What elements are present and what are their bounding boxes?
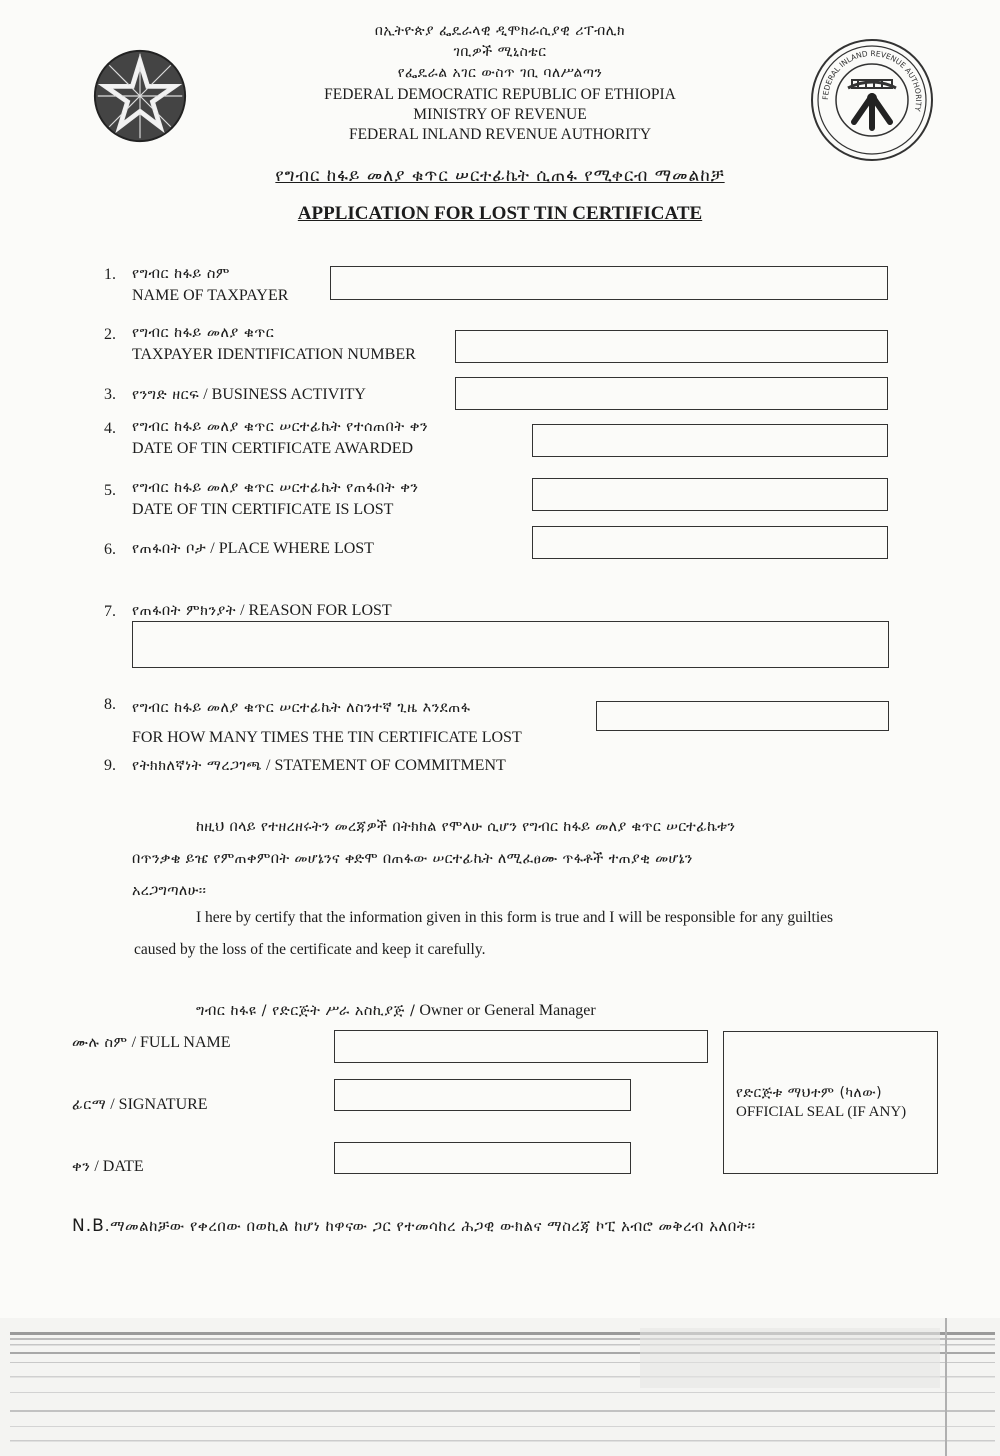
field-8-label-en: FOR HOW MANY TIMES THE TIN CERTIFICATE LOST [132, 729, 522, 746]
signatory-heading-en: Owner or General Manager [419, 1002, 596, 1019]
ethiopia-emblem-icon [92, 48, 188, 144]
full-name-label-en: / FULL NAME [131, 1034, 231, 1051]
field-6-number: 6. [104, 541, 116, 558]
tin-field[interactable] [455, 330, 888, 363]
field-6-label-am: የጠፋበት ቦታ [132, 541, 207, 557]
official-seal-label-am: የድርጅቱ ማህተም (ካለው) [736, 1085, 883, 1101]
field-1-label-am: የግብር ከፋይ ስም [132, 266, 230, 282]
field-4-label-am: የግብር ከፋይ መለያ ቁጥር ሠርተፊኬት የተሰጠበት ቀን [132, 419, 429, 435]
official-seal-box[interactable] [723, 1031, 938, 1174]
field-3-label-am: የንግድ ዘርፍ [132, 387, 200, 403]
header-am-line3: የፌዴራል አገር ውስጥ ገቢ ባለሥልጣን [397, 65, 603, 81]
field-2-label [132, 323, 416, 365]
field-2-number: 2. [104, 326, 116, 343]
nb-note [72, 1216, 756, 1236]
signature-label-en: / SIGNATURE [110, 1096, 208, 1113]
field-7-number: 7. [104, 603, 116, 620]
official-seal-label [736, 1084, 906, 1122]
field-8-number: 8. [104, 696, 116, 713]
business-activity-field[interactable] [455, 377, 888, 410]
field-2-label-am: የግብር ከፋይ መለያ ቁጥር [132, 325, 275, 341]
field-4-number: 4. [104, 420, 116, 437]
field-5-number: 5. [104, 482, 116, 499]
field-1-label [132, 264, 288, 306]
form-title-en: APPLICATION FOR LOST TIN CERTIFICATE [297, 203, 703, 224]
commitment-am-line1: ከዚህ በላይ የተዘረዘሩትን መረጃዎች በትክክል የሞላሁ ሲሆን የግብር ከፋይ መለያ ቁጥር ሠርተፊኬቱን [196, 819, 736, 835]
field-5-label-am: የግብር ከፋይ መለያ ቁጥር ሠርተፊኬት የጠፋበት ቀን [132, 480, 419, 496]
field-7-label [132, 600, 392, 622]
field-5-label [132, 478, 419, 520]
date-awarded-field[interactable] [532, 424, 888, 457]
field-4-label-en: DATE OF TIN CERTIFICATE AWARDED [132, 440, 414, 457]
field-2-label-en: TAXPAYER IDENTIFICATION NUMBER [132, 346, 416, 363]
field-9-label-en: / STATEMENT OF COMMITMENT [266, 757, 506, 774]
date-label [72, 1156, 144, 1178]
header-en-line2: MINISTRY OF REVENUE [413, 106, 587, 123]
full-name-label-am: ሙሉ ስም [72, 1035, 128, 1051]
signature-field[interactable] [334, 1079, 631, 1111]
header-en-line1: FEDERAL DEMOCRATIC REPUBLIC OF ETHIOPIA [324, 86, 676, 103]
field-1-label-en: NAME OF TAXPAYER [132, 287, 289, 304]
field-8-label-am: የግብር ከፋይ መለያ ቁጥር ሠርተፊኬት ለስንተኛ ጊዜ እንደጠፋ [132, 700, 471, 716]
form-title-am: የግብር ከፋይ መለያ ቁጥር ሠርተፊኬት ሲጠፋ የሚቀርብ ማመልከቻ [275, 166, 725, 186]
place-lost-field[interactable] [532, 526, 888, 559]
signatory-heading [196, 1000, 596, 1022]
scan-noise-band [0, 1318, 1000, 1456]
nb-note-text: .ማመልከቻው የቀረበው በወኪል ከሆነ ከዋናው ጋር የተመሳከረ ሕጋዊ ውክልና ማስረጃ ኮፒ አብሮ መቅረብ አለበት፡፡ [104, 1217, 756, 1235]
full-name-field[interactable] [334, 1030, 708, 1063]
field-6-label-en: / PLACE WHERE LOST [210, 540, 374, 557]
field-3-label [132, 384, 366, 406]
field-9-label-am: የትክክለኛነት ማረጋገጫ [132, 758, 263, 774]
signatory-heading-am: ግብር ከፋዩ / የድርጅት ሥራ አስኪያጅ / [196, 1003, 416, 1019]
field-3-label-en: / BUSINESS ACTIVITY [203, 386, 366, 403]
date-label-en: / DATE [94, 1158, 144, 1175]
header-en-line3: FEDERAL INLAND REVENUE AUTHORITY [348, 126, 652, 143]
date-label-am: ቀን [72, 1159, 91, 1175]
date-lost-field[interactable] [532, 478, 888, 511]
field-6-label [132, 538, 374, 560]
signature-label [72, 1094, 208, 1116]
field-5-label-en: DATE OF TIN CERTIFICATE IS LOST [132, 501, 394, 518]
date-field[interactable] [334, 1142, 631, 1174]
field-7-label-en: / REASON FOR LOST [240, 602, 392, 619]
svg-text:FEDERAL INLAND REVENUE AUTHORI: FEDERAL INLAND REVENUE AUTHORITY [820, 48, 924, 113]
field-3-number: 3. [104, 386, 116, 403]
signature-label-am: ፊርማ [72, 1097, 107, 1113]
reason-lost-field[interactable] [132, 621, 889, 668]
header-am-line1: በኢትዮጵያ ፌዴራላዊ ዲሞክራሲያዊ ሪፐብሊክ [374, 23, 626, 39]
commitment-am-line2: በጥንቃቄ ይዤ የምጠቀምበት መሆኔንና ቀድሞ በጠፋው ሠርተፊኬት ለሚፈፀሙ ጥፋቶች ተጠያቂ መሆኔን [132, 851, 693, 867]
field-9-number: 9. [104, 757, 116, 774]
taxpayer-name-field[interactable] [330, 266, 888, 300]
nb-note-prefix: N.B [72, 1216, 105, 1236]
times-lost-field[interactable] [596, 701, 889, 731]
commitment-en-line2: caused by the loss of the certificate and keep it carefully. [134, 941, 486, 958]
official-seal-label-en: OFFICIAL SEAL (IF ANY) [736, 1104, 907, 1120]
field-7-label-am: የጠፋበት ምክንያት [132, 603, 237, 619]
field-9-label [132, 755, 506, 777]
commitment-am-line3: አረጋግጣለሁ፡፡ [132, 883, 207, 899]
header-am-line2: ገቢዎች ሚኒስቴር [453, 44, 547, 60]
field-4-label [132, 417, 428, 459]
fira-seal-logo [808, 36, 936, 164]
field-8-label [132, 694, 522, 752]
full-name-label [72, 1032, 231, 1054]
commitment-en-line1: I here by certify that the information given in this form is true and I will be responsible for any guilties [196, 909, 834, 926]
field-1-number: 1. [104, 266, 116, 283]
